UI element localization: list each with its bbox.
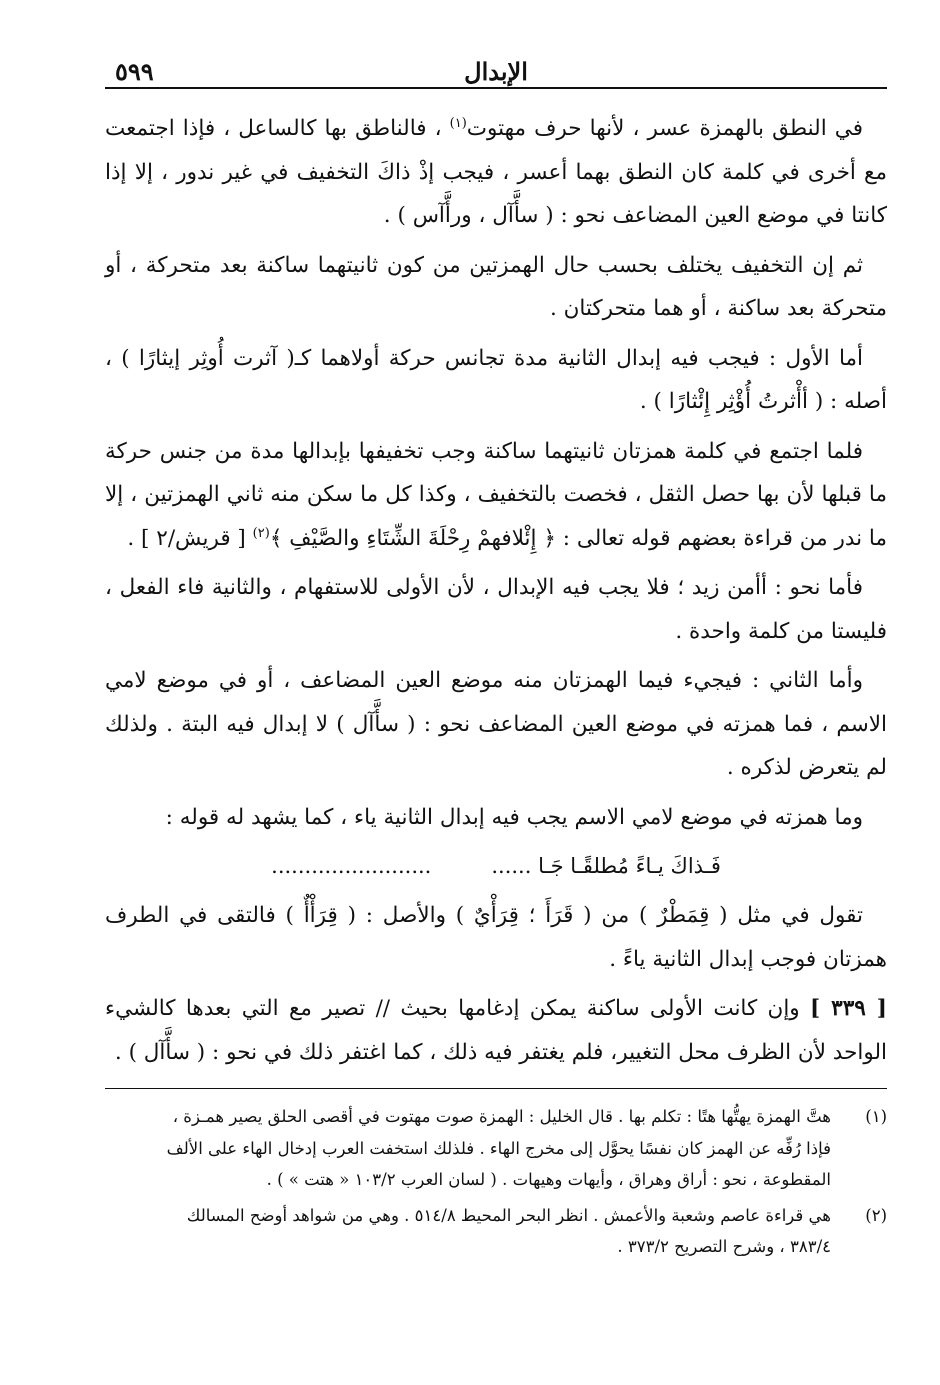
paragraph-2: ثم إن التخفيف يختلف بحسب حال الهمزتين من كون ثانيتهما ساكنة بعد متحركة ، أو متحركة بعد ساكنة ، أو هما متحركتان . bbox=[105, 252, 887, 321]
running-header bbox=[105, 55, 887, 89]
page-number: ٥٩٩ bbox=[115, 57, 154, 86]
footnote-1-line-2: فإذا رُفِّه عن الهمز كان نفسًا يحوَّل إلى مخرج الهاء . فلذلك استخفت العرب إدخال الهاء على الألف bbox=[166, 1138, 831, 1158]
verse-line bbox=[105, 845, 887, 888]
paragraph-1-line-2: ، فالناطق بها كالساعل ، فإذا bbox=[182, 116, 442, 141]
footnote-1 bbox=[105, 1101, 887, 1196]
footnote-1-text bbox=[105, 1101, 831, 1196]
footnote-ref-1: (١) bbox=[449, 115, 467, 131]
paragraph-4-text: فلما اجتمع في كلمة همزتان ثانيتهما ساكنة وجب تخفيفها بإبدالها مدة من جنس حركة ما قبلها لأن بها حصل الثقل ، فخصت بالتخفيف ، وكذا كل ما سكن منه ثاني الهمزتين ، إلا ما ندر من قراءة بعضهم قوله تعالى : ﴿ إِئْلافهمْ رِحْلَةَ الشِّتَاءِ والصَّيْفِ ﴾ bbox=[105, 438, 887, 551]
section-marker: [ ٣٣٩ ] bbox=[810, 996, 887, 1021]
main-text bbox=[105, 107, 887, 1074]
verse-second-hemistich: ........................ bbox=[271, 854, 432, 878]
footnote-2-line-2: ٣٨٣/٤ ، وشرح التصريح ٣٧٣/٢ . bbox=[617, 1237, 831, 1256]
paragraph-1-line-4: إلا إذا كانتا في موضع العين المضاعف نحو : ( سأَّآل ، ورأَّآس ) . bbox=[105, 159, 887, 228]
footnotes bbox=[105, 1101, 887, 1263]
paragraph-3: أما الأول : فيجب فيه إبدال الثانية مدة تجانس حركة أولاهما كـ( آثرت أُوثِر إيثارًا ) ، أصله : ( أأْثرتُ أُؤْثِر إِئْثارًا ) . bbox=[105, 345, 887, 414]
paragraph-6: وأما الثاني : فيجيء فيما الهمزتان منه موضع العين المضاعف ، أو في موضع لامي الاسم ، فما همزته في موضع العين المضاعف نحو : ( سأَّآل ) لا إبدال فيه البتة . ولذلك لم يتعرض لذكره . bbox=[105, 668, 887, 780]
paragraph-1-line-1: في النطق بالهمزة عسر ، لأنها حرف مهتوت bbox=[466, 116, 863, 141]
footnote-1-line-3: المقطوعة ، نحو : أراق وهراق ، وأيهات وهيهات . ( لسان العرب ١٠٣/٢ « هتت » ) . bbox=[266, 1170, 831, 1189]
footnote-1-number: (١) bbox=[865, 1107, 887, 1126]
page bbox=[105, 55, 887, 1267]
paragraph-4 bbox=[105, 430, 887, 561]
paragraph-8: تقول في مثل ( قِمَطْرٌ ) من ( قَرَأَ ؛ قِرَأْيٌ ) والأصل : ( قِرَأْأٌ ) فالتقى في الطرف همزتان فوجب إبدال الثانية ياءً . bbox=[105, 903, 887, 972]
paragraph-5: فأما نحو : أأمن زيد ؛ فلا يجب فيه الإبدال ، لأن الأولى للاستفهام ، والثانية فاء الفعل ، فليستا من كلمة واحدة . bbox=[105, 575, 887, 644]
verse-first-hemistich: فَـذاكَ يـاءً مُطلقًـا جَـا ...... bbox=[491, 854, 721, 878]
footnote-ref-2: (٢) bbox=[252, 525, 270, 541]
quran-citation: [ قريش/٢ ] . bbox=[127, 525, 246, 551]
footnote-2-number: (٢) bbox=[865, 1205, 887, 1225]
footnote-1-line-1: هتَّ الهمزة يهتُّها هتًا : تكلم بها . قال الخليل : الهمزة صوت مهتوت في أقصى الحلق يصير همـزة ، bbox=[172, 1107, 831, 1126]
footnote-2 bbox=[105, 1200, 887, 1263]
paragraph-9-text: وإن كانت الأولى ساكنة يمكن إدغامها بحيث // تصير مع التي بعدها كالشيء الواحد لأن الظرف محل التغيير، فلم يغتفر فيه ذلك ، كما اغتفر ذلك في نحو : ( سأَّآل ) . bbox=[105, 996, 887, 1065]
chapter-title: الإبدال bbox=[464, 57, 528, 86]
paragraph-1 bbox=[105, 107, 887, 238]
footnote-2-line-1: هي قراءة عاصم وشعبة والأعمش . انظر البحر المحيط ٥١٤/٨ . وهي من شواهد أوضح المسالك bbox=[186, 1205, 831, 1225]
paragraph-7: وما همزته في موضع لامي الاسم يجب فيه إبدال الثانية ياء ، كما يشهد له قوله : bbox=[165, 804, 863, 830]
footnote-separator bbox=[105, 1088, 887, 1089]
footnote-2-text bbox=[105, 1200, 831, 1263]
paragraph-9 bbox=[105, 987, 887, 1074]
paragraph-1-line-3: اجتمعت مع أخرى في كلمة كان النطق بهما أعسر ، فيجب إذْ ذاكَ التخفيف في غير ندور ، bbox=[105, 116, 887, 185]
